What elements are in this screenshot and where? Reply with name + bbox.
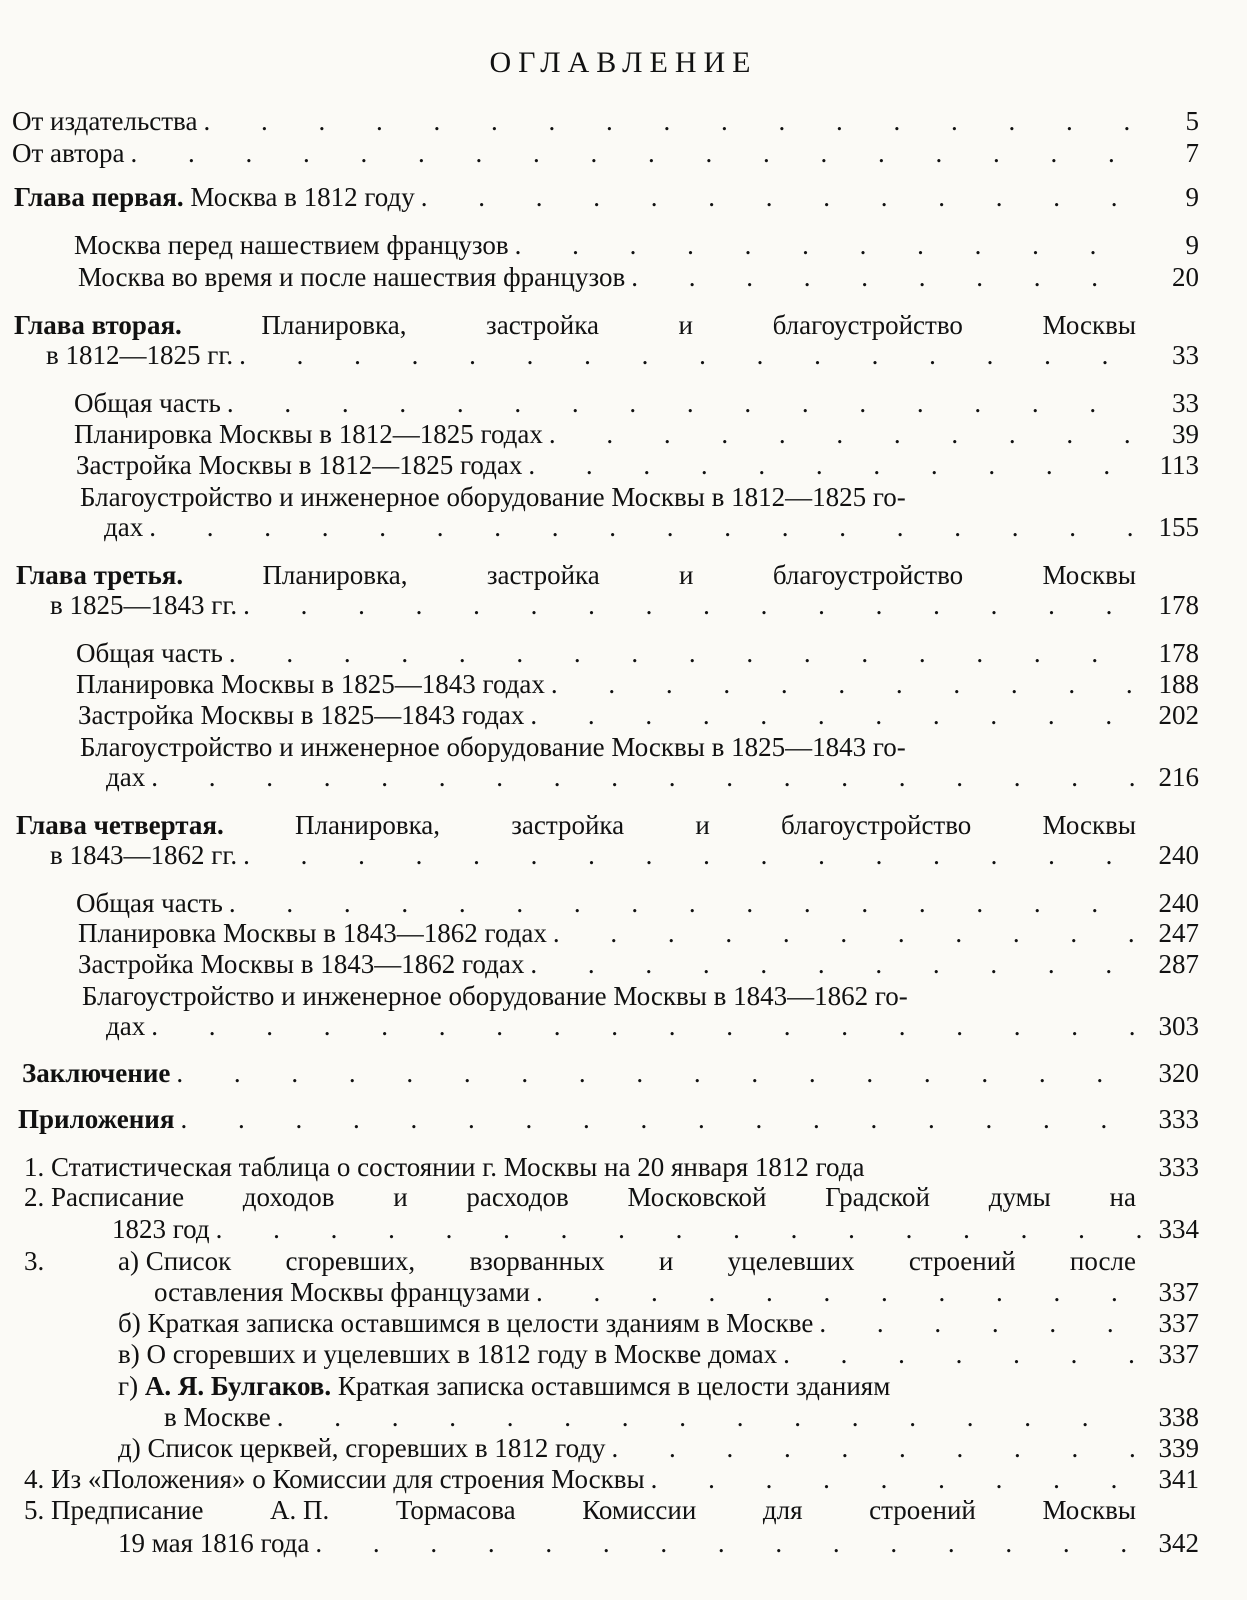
toc-appendix[interactable] <box>18 1106 1199 1133</box>
page-number: 20 <box>1172 262 1199 292</box>
dot-leader <box>530 702 1141 729</box>
page-number: 337 <box>1158 1277 1199 1307</box>
heading-word: расходов <box>466 1182 569 1212</box>
chapter-label: Глава третья. <box>16 560 184 590</box>
dot-leader <box>277 1404 1141 1431</box>
chapter-title: Москва в 1812 году <box>190 182 415 212</box>
heading-word: благоустройство <box>780 810 972 840</box>
entry-title: От издательства <box>12 106 198 136</box>
heading-word: Планировка, <box>262 560 408 590</box>
page-number: 337 <box>1158 1308 1199 1338</box>
toc-appendix-item-3-number: 3. <box>24 1246 45 1276</box>
heading-word: доходов <box>242 1182 335 1212</box>
toc-appendix-item-4[interactable] <box>24 1466 1199 1493</box>
dot-leader <box>180 1106 1141 1133</box>
entry-title: в 1843—1862 гг. <box>50 840 238 870</box>
entry-title: Краткая записка оставшимся в целости зданиям <box>337 1371 891 1401</box>
toc-chapter-3-heading[interactable] <box>16 562 1136 589</box>
page-number: 33 <box>1172 388 1199 418</box>
toc-section[interactable] <box>78 702 1199 729</box>
page-number: 240 <box>1158 888 1199 918</box>
toc-appendix-item-3g-cont[interactable] <box>164 1404 1199 1431</box>
page-number: 9 <box>1185 182 1199 212</box>
heading-word: и <box>393 1182 408 1212</box>
heading-word: Планировка, <box>294 810 441 840</box>
entry-title: б) Краткая записка оставшимся в целости зданиям в Москве <box>118 1308 814 1338</box>
toc-section[interactable] <box>106 1013 1199 1040</box>
toc-appendix-item-3g-heading[interactable] <box>118 1373 1138 1400</box>
page-number: 247 <box>1158 918 1199 948</box>
heading-word: застройка <box>486 560 600 590</box>
heading-word: Комиссии <box>582 1495 697 1525</box>
chapter-label: Глава четвертая. <box>16 810 224 840</box>
heading-word: думы <box>988 1182 1051 1212</box>
entry-title: 1823 год <box>112 1214 210 1244</box>
entry-title: Заключение <box>22 1058 171 1088</box>
entry-title: в 1825—1843 гг. <box>50 590 238 620</box>
entry-title: Застройка Москвы в 1825—1843 годах <box>78 700 525 730</box>
chapter-label: Глава первая. <box>14 182 184 212</box>
dot-leader <box>530 951 1141 978</box>
page-number: 216 <box>1158 762 1199 792</box>
dot-leader <box>151 764 1141 791</box>
toc-section-line[interactable]: Благоустройство и инженерное оборудование Москвы в 1812—1825 го- <box>80 482 906 512</box>
page-number: 342 <box>1158 1528 1199 1558</box>
entry-title: Планировка Москвы в 1843—1862 годах <box>78 918 547 948</box>
heading-word: и <box>678 310 693 340</box>
page-number: 287 <box>1158 949 1199 979</box>
heading-word: Москвы <box>1042 1495 1136 1525</box>
toc-section[interactable] <box>76 671 1199 698</box>
toc-section[interactable] <box>74 232 1199 259</box>
heading-word: на <box>1109 1182 1136 1212</box>
page-number: 188 <box>1158 669 1199 699</box>
heading-word: Московской <box>627 1182 767 1212</box>
heading-word: и <box>658 1246 674 1276</box>
page-number: 202 <box>1158 700 1199 730</box>
entry-title: Приложения <box>18 1104 175 1134</box>
heading-word: Москвы <box>1042 560 1136 590</box>
heading-word: уцелевших <box>727 1246 855 1276</box>
heading-word: Градской <box>825 1182 930 1212</box>
entry-title: дах <box>106 762 146 792</box>
toc-section[interactable] <box>78 920 1199 947</box>
heading-word: Москвы <box>1042 310 1136 340</box>
dot-leader <box>151 1013 1141 1040</box>
page-number: 240 <box>1158 840 1199 870</box>
dot-leader <box>243 592 1141 619</box>
entry-title: Застройка Москвы в 1812—1825 годах <box>76 450 523 480</box>
toc-section-line[interactable]: Благоустройство и инженерное оборудование Москвы в 1825—1843 го- <box>80 732 906 762</box>
entry-title: д) Список церквей, сгоревших в 1812 году <box>118 1433 606 1463</box>
page-number: 178 <box>1158 590 1199 620</box>
toc-appendix-item-5-cont[interactable] <box>118 1530 1199 1557</box>
dot-leader <box>551 671 1141 698</box>
toc-section[interactable] <box>76 640 1199 667</box>
dot-leader <box>819 1310 1141 1337</box>
dot-leader <box>651 1466 1141 1493</box>
page-number: 155 <box>1158 512 1199 542</box>
dot-leader <box>243 842 1141 869</box>
toc-appendix-item-1[interactable] <box>24 1154 1199 1181</box>
dot-leader <box>176 1060 1141 1087</box>
toc-entry-author[interactable] <box>12 140 1199 167</box>
toc-chapter-1[interactable] <box>14 184 1199 211</box>
toc-section[interactable] <box>74 421 1199 448</box>
heading-word: благоустройство <box>772 310 963 340</box>
heading-word: и <box>679 560 694 590</box>
dot-leader <box>216 1216 1141 1243</box>
heading-word: Тормасова <box>395 1495 516 1525</box>
page-number: 303 <box>1158 1011 1199 1041</box>
dot-leader <box>203 108 1141 135</box>
toc-appendix-item-5-heading[interactable] <box>24 1497 1136 1524</box>
item-letter: г) <box>118 1371 139 1401</box>
toc-appendix-item-3a-cont[interactable] <box>154 1279 1199 1306</box>
dot-leader <box>549 421 1141 448</box>
toc-chapter-2-cont[interactable] <box>46 342 1199 369</box>
heading-word: застройка <box>511 810 625 840</box>
page-number: 9 <box>1185 230 1199 260</box>
toc-section-line[interactable]: Благоустройство и инженерное оборудование Москвы в 1843—1862 го- <box>82 981 908 1011</box>
entry-title: в) О сгоревших и уцелевших в 1812 году в Москве домах <box>118 1339 778 1369</box>
page-number: 339 <box>1158 1433 1199 1463</box>
page-number: 337 <box>1158 1339 1199 1369</box>
toc-appendix-item-2-heading[interactable] <box>24 1184 1136 1211</box>
toc-chapter-4-heading[interactable] <box>16 812 1136 839</box>
dot-leader <box>421 184 1141 211</box>
entry-title: дах <box>104 512 144 542</box>
toc-appendix-item-3d[interactable] <box>118 1435 1199 1462</box>
page-number: 333 <box>1158 1152 1199 1182</box>
toc-section[interactable] <box>104 514 1199 541</box>
dot-leader <box>536 1279 1141 1306</box>
toc-section[interactable] <box>78 264 1199 291</box>
dot-leader <box>515 232 1141 259</box>
entry-title: 19 мая 1816 года <box>118 1528 310 1558</box>
entry-title: Москва перед нашествием французов <box>74 230 509 260</box>
page-number: 39 <box>1172 419 1199 449</box>
page-number: 33 <box>1172 340 1199 370</box>
dot-leader <box>528 452 1141 479</box>
toc-conclusion[interactable] <box>22 1060 1199 1087</box>
dot-leader <box>783 1341 1141 1368</box>
dot-leader <box>227 390 1141 417</box>
page-number: 338 <box>1158 1402 1199 1432</box>
dot-leader <box>229 640 1141 667</box>
toc-appendix-item-2-cont[interactable] <box>112 1216 1199 1243</box>
page-number: 7 <box>1185 138 1199 168</box>
page-number: 178 <box>1158 638 1199 668</box>
toc-section[interactable] <box>74 390 1199 417</box>
heading-word: А. П. <box>270 1495 330 1525</box>
toc-appendix-item-3a-heading[interactable] <box>118 1248 1136 1275</box>
dot-leader <box>612 1435 1141 1462</box>
entry-title: Планировка Москвы в 1825—1843 годах <box>76 669 545 699</box>
entry-title: Планировка Москвы в 1812—1825 годах <box>74 419 543 449</box>
entry-title: в Москве <box>164 1402 271 1432</box>
entry-title: дах <box>106 1011 146 1041</box>
heading-word: 5. Предписание <box>24 1495 204 1525</box>
toc-appendix-item-3b[interactable] <box>118 1310 1199 1337</box>
heading-word: для <box>762 1495 803 1525</box>
entry-title: 4. Из «Положения» о Комиссии для строения Москвы <box>24 1464 645 1494</box>
entry-title: Москва во время и после нашествия французов <box>78 262 626 292</box>
dot-leader <box>229 890 1141 917</box>
dot-leader <box>239 342 1141 369</box>
toc-chapter-3-cont[interactable] <box>50 592 1199 619</box>
toc-chapter-4-cont[interactable] <box>50 842 1199 869</box>
heading-word: взорванных <box>469 1246 605 1276</box>
page-number: 113 <box>1159 450 1199 480</box>
dot-leader <box>553 920 1141 947</box>
toc-section[interactable] <box>76 890 1199 917</box>
heading-word: застройка <box>486 310 599 340</box>
entry-title: оставления Москвы французами <box>154 1277 530 1307</box>
heading-word: а) Список <box>118 1246 232 1276</box>
heading-word: Планировка, <box>261 310 407 340</box>
heading-word: строений <box>869 1495 976 1525</box>
author-name: А. Я. Булгаков. <box>144 1371 332 1401</box>
heading-word: благоустройство <box>772 560 964 590</box>
page-number: 5 <box>1185 106 1199 136</box>
entry-title: 1. Статистическая таблица о состоянии г. Москвы на 20 января 1812 года <box>24 1152 865 1182</box>
heading-word: сгоревших, <box>285 1246 416 1276</box>
chapter-label: Глава вторая. <box>14 310 182 340</box>
toc-appendix-item-3v[interactable] <box>118 1341 1199 1368</box>
heading-word: и <box>695 810 710 840</box>
entry-title: в 1812—1825 гг. <box>46 340 234 370</box>
toc-entry-publisher[interactable] <box>12 108 1199 135</box>
toc-section[interactable] <box>76 452 1199 479</box>
toc-section[interactable] <box>106 764 1199 791</box>
page-number: 334 <box>1158 1214 1199 1244</box>
dot-leader <box>131 140 1141 167</box>
toc-chapter-2-heading[interactable] <box>14 312 1136 339</box>
page-number: 320 <box>1158 1058 1199 1088</box>
heading-word: после <box>1069 1246 1136 1276</box>
page-title: ОГЛАВЛЕНИЕ <box>489 46 758 79</box>
page-number: 333 <box>1158 1104 1199 1134</box>
dot-leader <box>631 264 1141 291</box>
heading-word: Москвы <box>1042 810 1136 840</box>
page-number: 341 <box>1158 1464 1199 1494</box>
heading-word: строений <box>908 1246 1016 1276</box>
entry-title: Общая часть <box>74 388 221 418</box>
dot-leader <box>315 1530 1141 1557</box>
heading-word: 2. Расписание <box>24 1182 185 1212</box>
entry-title: Общая часть <box>76 638 223 668</box>
entry-title: Общая часть <box>76 888 223 918</box>
dot-leader <box>149 514 1141 541</box>
entry-title: От автора <box>12 138 125 168</box>
entry-title: Застройка Москвы в 1843—1862 годах <box>78 949 525 979</box>
toc-section[interactable] <box>78 951 1199 978</box>
